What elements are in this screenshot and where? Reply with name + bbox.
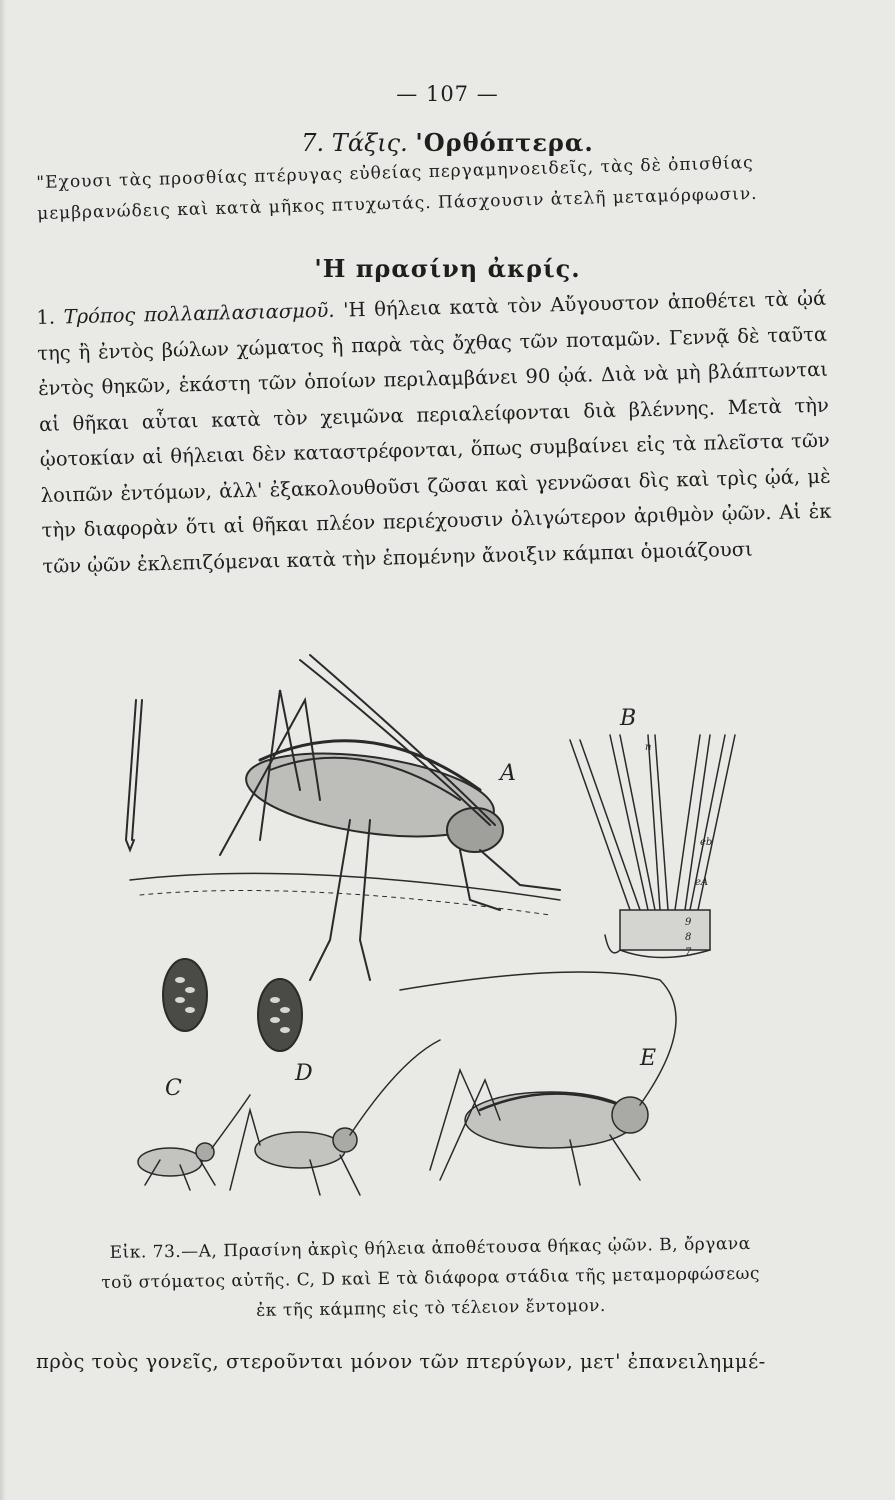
page-number: — 107 — (396, 82, 499, 106)
mouthpart-label-eb: eb (700, 837, 713, 848)
ovipositor-figure (126, 700, 142, 850)
grasshopper-illustration (100, 640, 830, 1240)
caption-label: Εἰκ. 73. (109, 1241, 182, 1263)
page-edge-shadow (0, 0, 6, 1500)
continuation-line: πρὸς τοὺς γονεῖς, στεροῦνται μόνον τῶν πτερύγων, μετ' ἐπανειλημμέ- (36, 1350, 766, 1373)
figure-73 (100, 640, 830, 1240)
mouthpart-label-8: 8 (685, 932, 692, 943)
caption-text: —Α, Πρασίνη ἀκρὶς θήλεια ἀποθέτουσα θήκας ᾠῶν. Β, ὄργανα τοῦ στόματος αὐτῆς. C, D καὶ Ε τὰ διάφορα στάδια τῆς μεταμορφώσεως ἐκ τῆς κάμπης εἰς τὸ τέλειον ἔντομον. (101, 1233, 761, 1321)
mouthpart-label-ea: eA (695, 877, 709, 888)
figure-label-a: A (500, 761, 516, 786)
mouthpart-label-7: 7 (685, 947, 692, 958)
figure-label-c: C (165, 1076, 182, 1101)
section-paragraph (36, 281, 833, 584)
section-title: Τρόπος πολλαπλασιασμοῦ. (63, 298, 335, 329)
figure-d-nymph (230, 1040, 440, 1195)
figure-caption (100, 1229, 761, 1328)
section-number: 1. (36, 305, 56, 329)
mouthpart-label-9: 9 (685, 917, 692, 928)
species-title: 'Η πρασίνη ἀκρίς. (314, 254, 581, 283)
mouthpart-label-n: n (645, 742, 652, 753)
order-name: 'Ορθόπτερα. (415, 128, 594, 157)
figure-label-b: B (620, 706, 637, 731)
figure-a-adult-grasshopper (130, 655, 560, 1051)
figure-e-nymph (400, 972, 676, 1185)
order-number: 7. Τάξις. (301, 129, 408, 157)
intro-paragraph: "Εχουσι τὰς προσθίας πτέρυγας εὐθείας περγαμηνοειδεῖς, τὰς δὲ ὀπισθίας μεμβρανώδεις καὶ κατὰ μῆκος πτυχωτάς. Πάσχουσιν ἀτελῆ μεταμόρφωσιν. (36, 152, 758, 224)
figure-label-e: E (640, 1046, 657, 1071)
section-text: 'Η θήλεια κατὰ τὸν Αὔγουστον ἀποθέτει τὰ ᾠά της ἢ ἐντὸς βώλων χώματος ἢ παρὰ τὰς ὄχθας τῶν ποταμῶν. Γεννᾷ δὲ ταῦτα ἐντὸς θηκῶν, ἑκάστη τῶν ὁποίων περιλαμβάνει 90 ᾠά. Διὰ νὰ μὴ βλάπτωνται αἱ θῆκαι αὗται κατὰ τὸν χειμῶνα περιαλείφονται διὰ βλέννης. Μετὰ τὴν ᾠοτοκίαν αἱ θήλειαι δὲν καταστρέφονται, ὅπως συμβαίνει εἰς τὰ πλεῖστα τῶν λοιπῶν ἐντόμων, ἀλλ' ἐξακολουθοῦσι ζῶσαι καὶ γεννῶσαι δὶς καὶ τρὶς ᾠά, μὲ τὴν διαφορὰν ὅτι αἱ θῆκαι πλέον περιέχουσιν ὀλιγώτερον ἀριθμὸν ᾠῶν. Αἱ ἐκ τῶν ᾠῶν ἐκλεπιζόμεναι κατὰ τὴν ἑπομένην ἄνοιξιν κάμπαι ὁμοιάζουσι (37, 286, 832, 578)
figure-label-d: D (295, 1061, 313, 1086)
